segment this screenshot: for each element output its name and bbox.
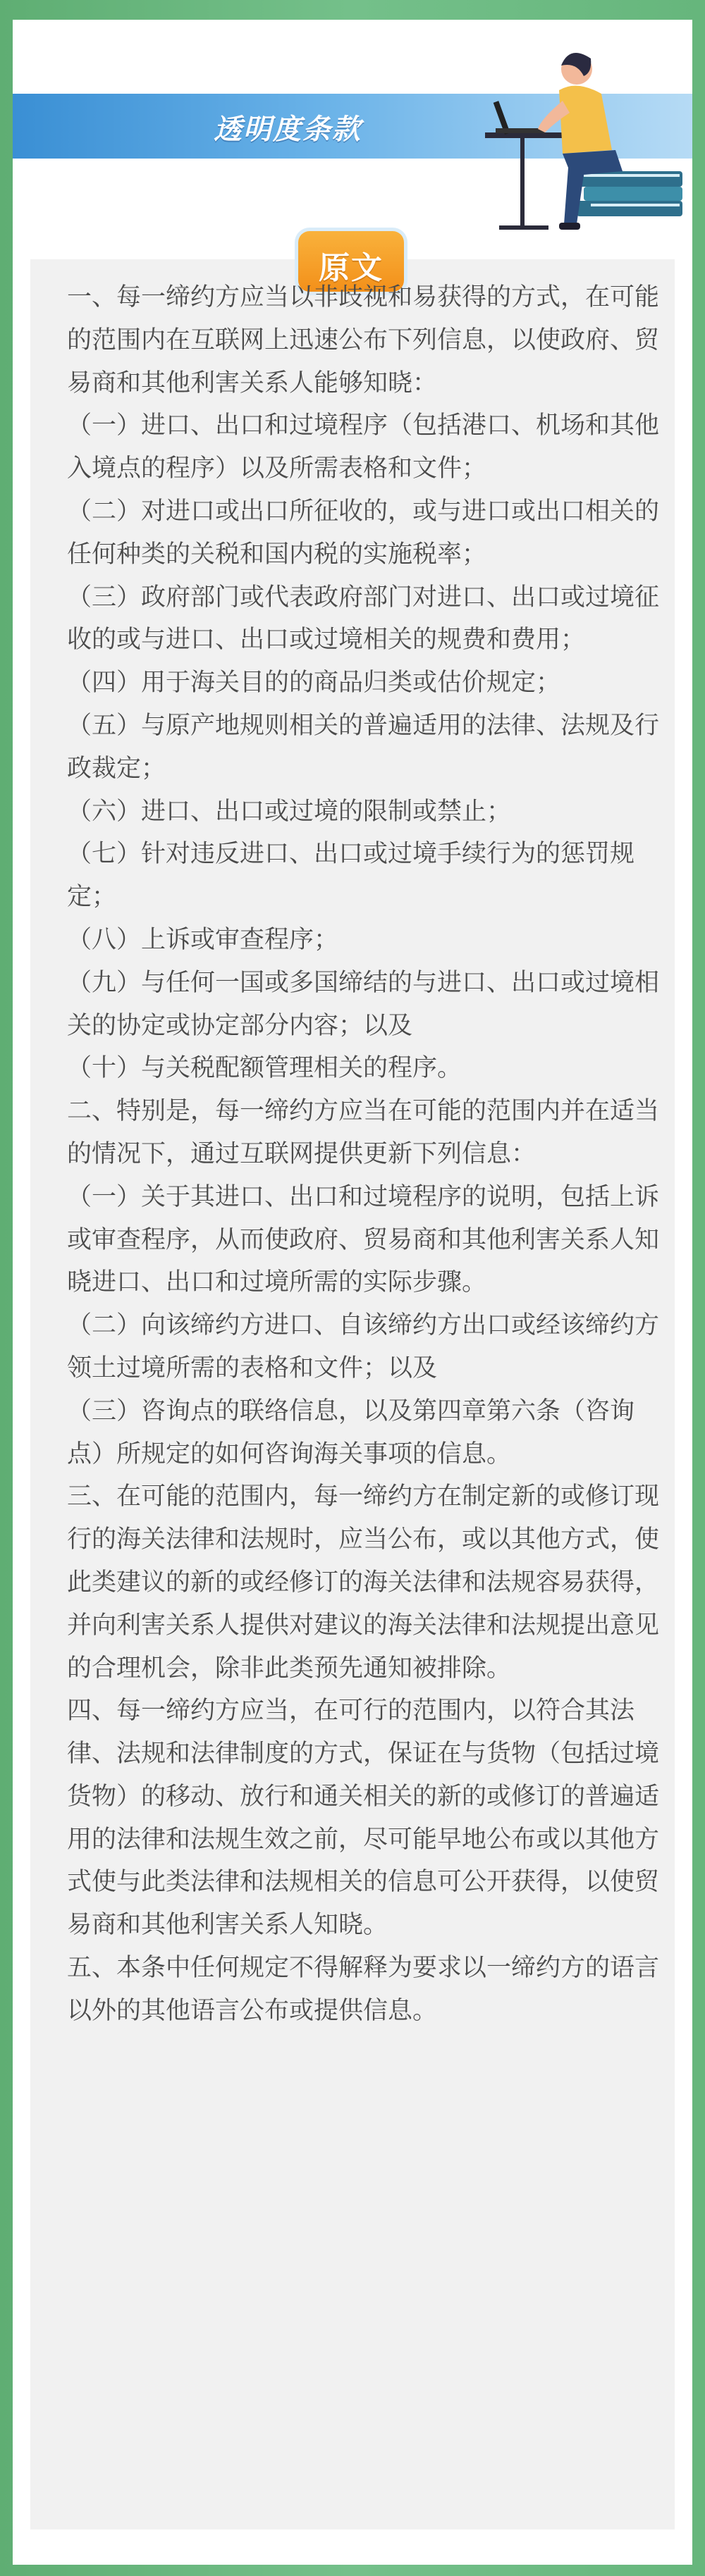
paragraph: 三、在可能的范围内，每一缔约方在制定新的或修订现行的海关法律和法规时，应当公布，或以其他方式，使此类建议的新的或经修订的海关法律和法规容易获得，并向利害关系人提供对建议的海关法律和法规提出意见的合理机会，除非此类预先通知被排除。 <box>67 1482 660 1683</box>
page-title: 透明度条款 <box>214 113 362 146</box>
paragraph: （一）进口、出口和过境程序（包括港口、机场和其他入境点的程序）以及所需表格和文件； <box>67 411 660 483</box>
paragraph: （二）对进口或出口所征收的，或与进口或出口相关的任何种类的关税和国内税的实施税率； <box>67 497 660 569</box>
paragraph: （九）与任何一国或多国缔结的与进口、出口或过境相关的协定或协定部分内容；以及 <box>67 968 660 1040</box>
person-at-laptop-illustration <box>471 34 682 238</box>
paragraph: （一）关于其进口、出口和过境程序的说明，包括上诉或审查程序，从而使政府、贸易商和其他利害关系人知晓进口、出口和过境所需的实际步骤。 <box>67 1182 660 1297</box>
paragraph: （十）与关税配额管理相关的程序。 <box>67 1054 462 1083</box>
paragraph: 二、特别是，每一缔约方应当在可能的范围内并在适当的情况下，通过互联网提供更新下列信息： <box>67 1097 660 1168</box>
paragraph: （二）向该缔约方进口、自该缔约方出口或经该缔约方领土过境所需的表格和文件；以及 <box>67 1311 660 1382</box>
paragraph: 四、每一缔约方应当，在可行的范围内，以符合其法律、法规和法律制度的方式，保证在与货物（包括过境货物）的移动、放行和通关相关的新的或修订的普遍适用的法律和法规生效之前，尽可能早地公布或以其他方式使与此类法律和法规相关的信息可公开获得，以使贸易商和其他利害关系人知晓。 <box>67 1697 660 1940</box>
paragraph: （五）与原产地规则相关的普遍适用的法律、法规及行政裁定； <box>67 711 660 783</box>
paragraph: （三）政府部门或代表政府部门对进口、出口或过境征收的或与进口、出口或过境相关的规费和费用； <box>67 583 660 655</box>
paragraph: （八）上诉或审查程序； <box>67 925 339 954</box>
page-card <box>13 20 692 2565</box>
paragraph: （三）咨询点的联络信息，以及第四章第六条（咨询点）所规定的如何咨询海关事项的信息。 <box>67 1397 635 1468</box>
article-text <box>67 276 670 2033</box>
paragraph: （六）进口、出口或过境的限制或禁止； <box>67 797 512 826</box>
paragraph: 五、本条中任何规定不得解释为要求以一缔约方的语言以外的其他语言公布或提供信息。 <box>67 1954 660 2025</box>
paragraph: （七）针对违反进口、出口或过境手续行为的惩罚规定； <box>67 840 635 912</box>
paragraph: （四）用于海关目的的商品归类或估价规定； <box>67 669 561 698</box>
badge-label: 原文 <box>319 250 384 286</box>
paragraph: 一、每一缔约方应当以非歧视和易获得的方式，在可能的范围内在互联网上迅速公布下列信息，以使政府、贸易商和其他利害关系人能够知晓： <box>67 283 660 397</box>
